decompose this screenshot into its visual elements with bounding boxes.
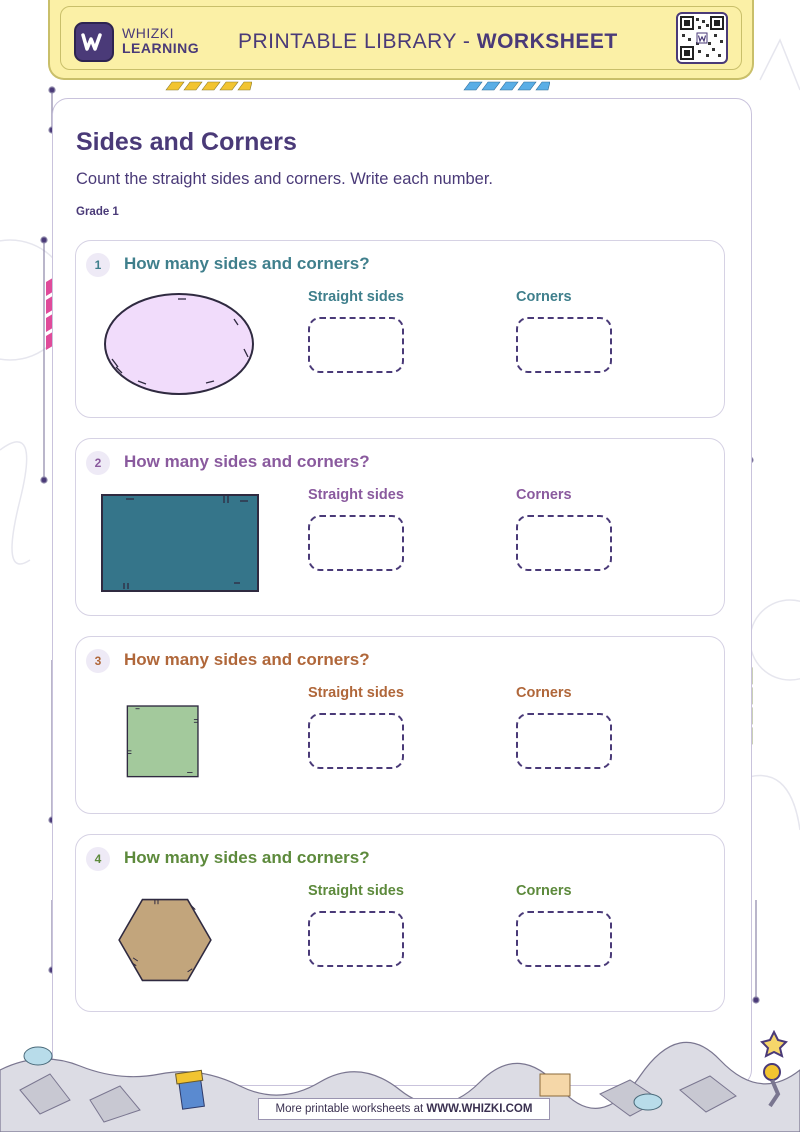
question-number: 1 (86, 253, 110, 277)
grade-label: Grade 1 (76, 206, 119, 218)
brand-wordmark (122, 26, 199, 56)
corners-answer-box[interactable] (516, 911, 612, 967)
header-stripes-blue (462, 80, 550, 92)
sides-label: Straight sides (308, 289, 404, 305)
corners-label: Corners (516, 487, 572, 503)
sides-answer-box[interactable] (308, 317, 404, 373)
qr-code-icon (676, 12, 728, 64)
question-prompt: How many sides and corners? (124, 848, 370, 867)
question-prompt: How many sides and corners? (124, 650, 370, 669)
question-number: 4 (86, 847, 110, 871)
question-number: 3 (86, 649, 110, 673)
header-title (238, 30, 618, 54)
header-stripes-yellow (164, 80, 252, 92)
header-title-bold: WORKSHEET (476, 30, 618, 53)
question-prompt: How many sides and corners? (124, 254, 370, 273)
worksheet-title: Sides and Corners (76, 128, 297, 156)
brand-line1: WHIZKI (122, 25, 174, 41)
header-title-prefix: PRINTABLE LIBRARY - (238, 30, 477, 53)
question-card-3 (75, 636, 725, 814)
question-card-1 (75, 240, 725, 418)
sides-label: Straight sides (308, 685, 404, 701)
corners-label: Corners (516, 685, 572, 701)
worksheet-instructions: Count the straight sides and corners. Write each number. (76, 170, 493, 188)
sides-answer-box[interactable] (308, 515, 404, 571)
corners-label: Corners (516, 883, 572, 899)
w-logo-icon (74, 22, 114, 62)
sides-label: Straight sides (308, 487, 404, 503)
question-prompt: How many sides and corners? (124, 452, 370, 471)
sides-answer-box[interactable] (308, 713, 404, 769)
corners-answer-box[interactable] (516, 515, 612, 571)
footer-prefix: More printable worksheets at (275, 1103, 427, 1115)
sides-answer-box[interactable] (308, 911, 404, 967)
hexagon-shape (116, 885, 242, 995)
corners-label: Corners (516, 289, 572, 305)
question-card-4 (75, 834, 725, 1012)
square-shape (126, 687, 236, 797)
rectangle-shape (100, 493, 262, 603)
question-card-2 (75, 438, 725, 616)
brand-line2: LEARNING (122, 40, 200, 56)
footer-link-bar[interactable] (258, 1098, 550, 1120)
corners-answer-box[interactable] (516, 713, 612, 769)
question-number: 2 (86, 451, 110, 475)
oval-shape (98, 289, 260, 399)
sides-label: Straight sides (308, 883, 404, 899)
footer-url[interactable]: WWW.WHIZKI.COM (426, 1103, 533, 1115)
corners-answer-box[interactable] (516, 317, 612, 373)
